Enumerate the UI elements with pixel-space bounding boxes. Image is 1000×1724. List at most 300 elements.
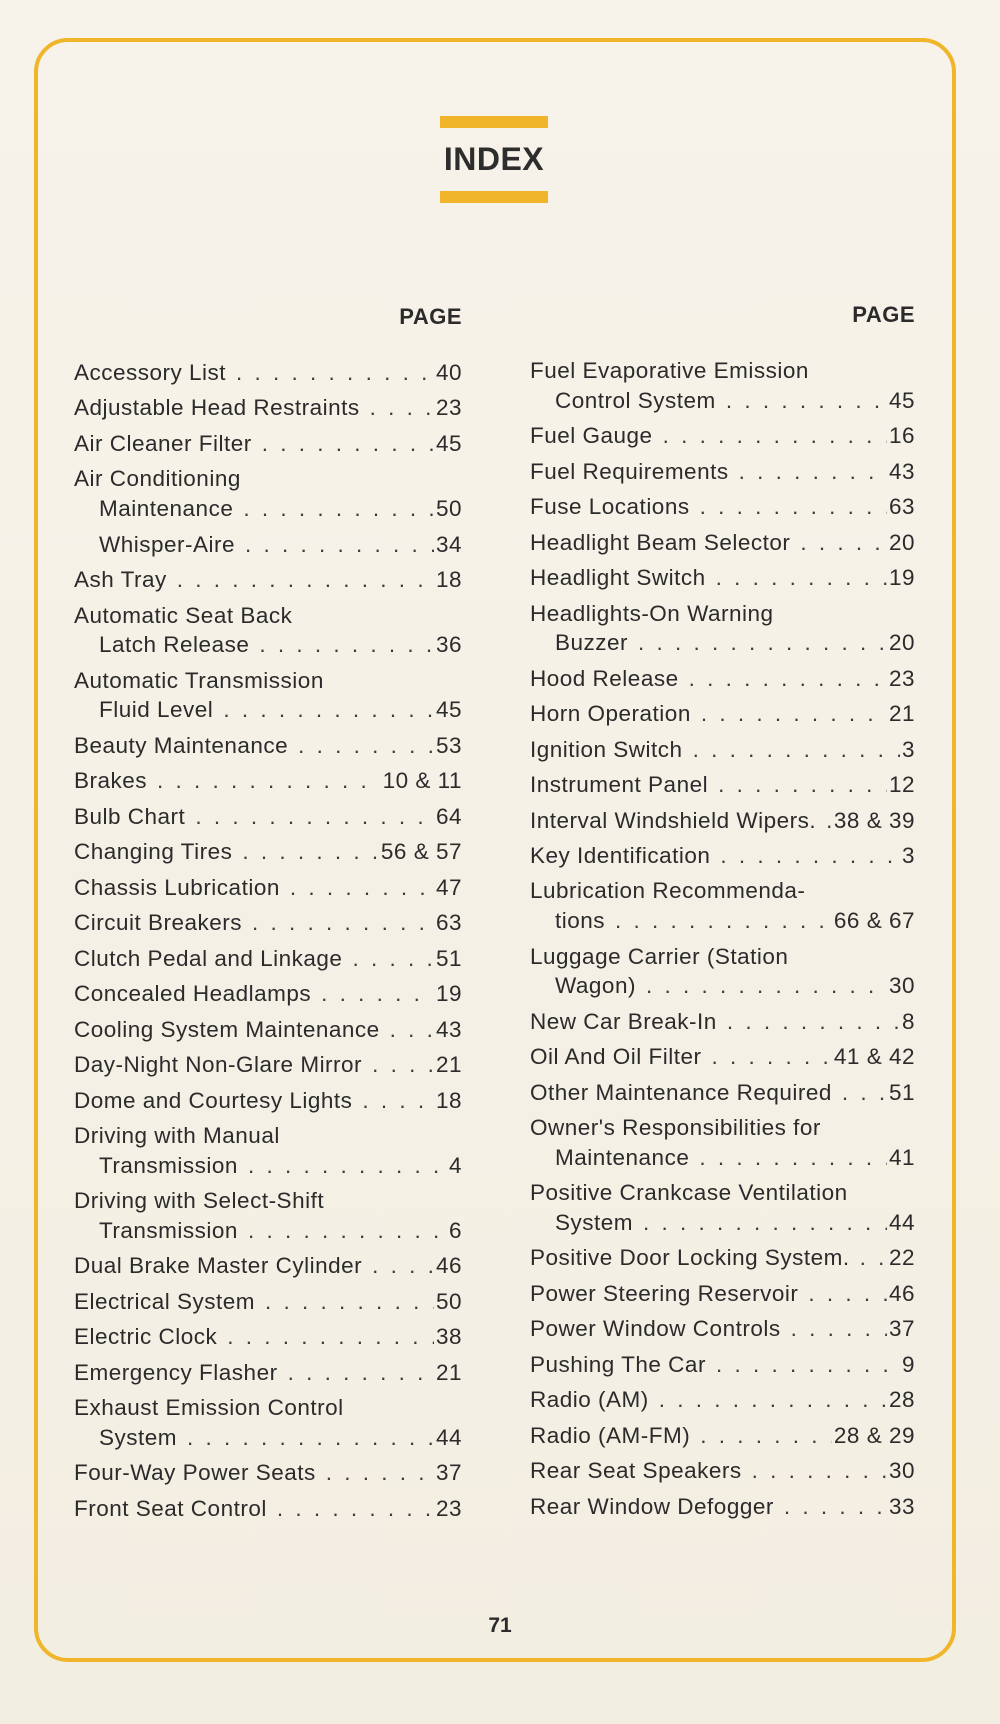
entry-name: Emergency Flasher [74, 1359, 278, 1385]
entry-name: Positive Crankcase Ventilation [530, 1180, 848, 1206]
entry-page-number: 45 [888, 387, 915, 413]
index-entry [530, 1421, 915, 1451]
entry-name: Transmission [99, 1152, 238, 1178]
entry-name: Dual Brake Master Cylinder [74, 1253, 363, 1279]
index-entry-line [74, 1015, 462, 1045]
index-entry-line [74, 979, 462, 1009]
entry-name: Fuel Requirements [530, 458, 729, 484]
index-entry-line [74, 1251, 462, 1281]
dot-leader [321, 979, 434, 1009]
index-entry [530, 1456, 915, 1486]
entry-name: Control System [555, 387, 716, 413]
entry-name: Circuit Breakers [74, 910, 243, 936]
index-entry [74, 1186, 462, 1245]
index-entry-line [74, 1086, 462, 1116]
entry-page-number: 18 [435, 1087, 462, 1113]
index-entry-line [74, 1186, 462, 1216]
entry-list-left [74, 358, 462, 1523]
entry-name: Other Maintenance Required [530, 1079, 832, 1105]
entry-name: Positive Door Locking System. [530, 1245, 850, 1271]
index-entry-line [530, 1350, 915, 1380]
index-entry [530, 1492, 915, 1522]
dot-leader [659, 1385, 887, 1415]
dot-leader [701, 699, 887, 729]
dot-leader [262, 429, 434, 459]
dot-leader [362, 1086, 434, 1116]
entry-page-number: 28 & 29 [833, 1422, 915, 1448]
dot-leader [693, 735, 900, 765]
index-entry [530, 942, 915, 1001]
index-entry [530, 1243, 915, 1273]
dot-leader [800, 528, 887, 558]
entry-page-number: 63 [888, 494, 915, 520]
index-entry-line [74, 802, 462, 832]
entry-page-number: 21 [435, 1052, 462, 1078]
index-entry-line [74, 630, 462, 660]
entry-name: Clutch Pedal and Linkage [74, 945, 343, 971]
index-entry-line [530, 806, 915, 836]
index-entry-line [530, 1279, 915, 1309]
entry-name: Headlights-On Warning [530, 600, 774, 626]
entry-name: Horn Operation [530, 701, 691, 727]
entry-name: Concealed Headlamps [74, 981, 312, 1007]
index-entry [74, 601, 462, 660]
entry-page-number: 53 [435, 732, 462, 758]
entry-name: Ash Tray [74, 567, 167, 593]
dot-leader [326, 1458, 434, 1488]
dot-leader [718, 770, 887, 800]
entry-name: Beauty Maintenance [74, 732, 289, 758]
entry-name: Radio (AM) [530, 1387, 649, 1413]
entry-name: Buzzer [555, 630, 629, 656]
index-entry-line [530, 457, 915, 487]
entry-page-number: 21 [435, 1359, 462, 1385]
entry-name: System [555, 1209, 634, 1235]
entry-name: System [99, 1424, 178, 1450]
index-entry-line [74, 1322, 462, 1352]
entry-name: Electrical System [74, 1288, 256, 1314]
entry-page-number: 38 [435, 1324, 462, 1350]
entry-page-number: 47 [435, 874, 462, 900]
entry-name: Key Identification [530, 843, 711, 868]
entry-page-number: 12 [888, 772, 915, 798]
page-title: INDEX [443, 141, 545, 177]
index-entry-line [530, 1078, 915, 1108]
index-entry [530, 1007, 915, 1037]
entry-name: Automatic Transmission [74, 667, 324, 693]
index-entry-line [530, 699, 915, 729]
entry-page-number: 3 [901, 736, 915, 762]
entry-name: Accessory List [74, 360, 227, 385]
index-entry [74, 802, 462, 832]
dot-leader [842, 1078, 887, 1108]
entry-name: Maintenance [99, 496, 234, 522]
dot-leader [826, 806, 832, 836]
index-entry-line [530, 841, 915, 871]
index-entry-line [74, 944, 462, 974]
entry-name: Maintenance [555, 1144, 690, 1170]
entry-page-number: 43 [435, 1016, 462, 1042]
index-entry-line [530, 735, 915, 765]
dot-leader [195, 802, 434, 832]
index-entry-line [74, 766, 462, 796]
dot-leader [726, 386, 887, 416]
entry-page-number: 23 [888, 665, 915, 691]
index-entry-line [74, 731, 462, 761]
entry-page-number: 10 & 11 [382, 768, 462, 794]
dot-leader [227, 1322, 434, 1352]
dot-leader [615, 906, 832, 936]
index-entry [74, 1086, 462, 1116]
index-entry [74, 1322, 462, 1352]
index-entry [530, 806, 915, 836]
entry-page-number: 21 [888, 701, 915, 727]
dot-leader [643, 1208, 887, 1238]
index-entry-line [74, 1050, 462, 1080]
dot-leader [187, 1423, 434, 1453]
dot-leader [712, 1042, 832, 1072]
title-top-bar [440, 116, 548, 128]
entry-name: Radio (AM-FM) [530, 1422, 691, 1448]
index-entry [530, 876, 915, 935]
index-column-left [74, 300, 462, 1529]
entry-name: Pushing The Car [530, 1351, 706, 1377]
index-entry [530, 1113, 915, 1172]
index-entry [530, 1279, 915, 1309]
index-entry-line [530, 876, 915, 906]
dot-leader [236, 358, 434, 388]
index-entry-line [530, 1208, 915, 1238]
entry-page-number: 51 [888, 1079, 915, 1105]
column-header-page: PAGE [399, 304, 462, 329]
entry-page-number: 19 [435, 981, 462, 1007]
index-entry [74, 1358, 462, 1388]
entry-page-number: 18 [435, 567, 462, 593]
index-entry [530, 1350, 915, 1380]
index-entry [530, 563, 915, 593]
entry-page-number: 33 [888, 1493, 915, 1519]
entry-page-number: 37 [435, 1460, 462, 1486]
entry-page-number: 66 & 67 [833, 908, 915, 934]
index-entry [74, 1287, 462, 1317]
dot-leader [700, 492, 887, 522]
dot-leader [646, 971, 887, 1001]
dot-leader [727, 1007, 900, 1037]
dot-leader [739, 457, 887, 487]
index-entry-line [530, 770, 915, 800]
index-entry-line [530, 1492, 915, 1522]
index-entry-line [530, 906, 915, 936]
index-entry-line [530, 421, 915, 451]
entry-page-number: 56 & 57 [380, 839, 462, 865]
index-entry-line [530, 1243, 915, 1273]
dot-leader [298, 731, 434, 761]
entry-name: Power Window Controls [530, 1316, 781, 1342]
entry-page-number: 34 [435, 531, 462, 557]
index-entry-line [74, 1151, 462, 1181]
entry-name: Cooling System Maintenance [74, 1016, 380, 1042]
index-entry-line [74, 464, 462, 494]
dot-leader [689, 664, 887, 694]
index-entry [530, 599, 915, 658]
dot-leader [716, 1350, 900, 1380]
dot-leader [248, 1151, 447, 1181]
index-entry [530, 1178, 915, 1237]
dot-leader [791, 1314, 887, 1344]
entry-name: Interval Windshield Wipers. [530, 807, 817, 833]
entry-page-number: 50 [435, 496, 462, 522]
entry-name: Power Steering Reservoir [530, 1280, 799, 1306]
entry-name: Four-Way Power Seats [74, 1460, 316, 1486]
entry-page-number: 8 [901, 1008, 915, 1034]
entry-name: Driving with Manual [74, 1122, 280, 1148]
index-entry [530, 770, 915, 800]
dot-leader [390, 1015, 434, 1045]
entry-page-number: 23 [435, 1495, 462, 1521]
index-entry-line [74, 695, 462, 725]
entry-name: Day-Night Non-Glare Mirror [74, 1052, 363, 1078]
dot-leader [288, 1358, 434, 1388]
entry-page-number: 51 [435, 945, 462, 971]
index-entry-line [530, 1178, 915, 1208]
index-entry [530, 528, 915, 558]
index-entry-line [530, 1007, 915, 1037]
entry-name: Oil And Oil Filter [530, 1044, 702, 1070]
entry-name: Owner's Responsibilities for [530, 1115, 821, 1141]
index-entry-line [74, 1494, 462, 1524]
index-entry-line [74, 1393, 462, 1423]
index-entry-line [530, 1385, 915, 1415]
entry-name: Rear Seat Speakers [530, 1458, 742, 1484]
dot-leader [157, 766, 381, 796]
index-entry [530, 492, 915, 522]
entry-page-number: 41 & 42 [833, 1044, 915, 1070]
entry-page-number: 37 [888, 1316, 915, 1342]
index-entry [74, 908, 462, 938]
index-column-right [530, 300, 915, 1527]
entry-page-number: 28 [888, 1387, 915, 1413]
dot-leader [372, 1251, 434, 1281]
entry-page-number: 30 [888, 973, 915, 999]
index-entry-line [74, 429, 462, 459]
entry-page-number: 44 [435, 1424, 462, 1450]
entry-name: Adjustable Head Restraints [74, 395, 360, 421]
entry-page-number: 22 [888, 1245, 915, 1271]
index-entry [74, 429, 462, 459]
dot-leader [259, 630, 434, 660]
entry-page-number: 20 [888, 630, 915, 656]
index-entry-line [530, 1314, 915, 1344]
index-entry [530, 841, 915, 871]
index-entry-line [530, 528, 915, 558]
entry-page-number: 4 [448, 1152, 462, 1178]
column-header-page: PAGE [852, 302, 915, 327]
index-entry-line [530, 1143, 915, 1173]
entry-page-number: 20 [888, 529, 915, 555]
dot-leader [860, 1243, 887, 1273]
entry-name: Headlight Beam Selector [530, 529, 791, 555]
entry-page-number: 41 [888, 1144, 915, 1170]
index-entry [530, 1042, 915, 1072]
entry-name: Bulb Chart [74, 803, 186, 829]
dot-leader [720, 841, 900, 871]
dot-leader [290, 873, 434, 903]
index-entry-line [530, 942, 915, 972]
index-entry-line [74, 601, 462, 631]
entry-page-number: 3 [901, 843, 915, 868]
entry-page-number: 30 [888, 1458, 915, 1484]
index-entry-line [74, 393, 462, 423]
index-entry-line [530, 664, 915, 694]
index-entry [74, 1015, 462, 1045]
dot-leader [265, 1287, 434, 1317]
index-entry [74, 1121, 462, 1180]
entry-name: Lubrication Recommenda- [530, 878, 806, 904]
entry-page-number: 64 [435, 803, 462, 829]
index-entry [74, 393, 462, 423]
entry-name: Fuse Locations [530, 494, 690, 520]
index-entry [74, 979, 462, 1009]
entry-name: tions [555, 908, 606, 934]
entry-name: Air Conditioning [74, 466, 241, 492]
entry-page-number: 46 [888, 1280, 915, 1306]
index-entry-line [74, 837, 462, 867]
dot-leader [245, 530, 434, 560]
index-entry [74, 1050, 462, 1080]
entry-name: Electric Clock [74, 1324, 218, 1350]
index-entry [74, 565, 462, 595]
index-entry-line [530, 599, 915, 629]
entry-page-number: 36 [435, 632, 462, 658]
index-entry [74, 766, 462, 796]
entry-name: Luggage Carrier (Station [530, 943, 789, 969]
dot-leader [808, 1279, 887, 1309]
index-entry [74, 1393, 462, 1452]
index-entry [74, 873, 462, 903]
index-entry-line [530, 492, 915, 522]
entry-page-number: 44 [888, 1209, 915, 1235]
entry-name: Driving with Select-Shift [74, 1188, 325, 1214]
index-entry [530, 356, 915, 415]
index-entry-line [74, 1216, 462, 1246]
index-entry-line [530, 971, 915, 1001]
entry-page-number: 40 [435, 360, 462, 385]
index-entry-line [74, 494, 462, 524]
entry-name: Headlight Switch [530, 565, 706, 591]
entry-name: Dome and Courtesy Lights [74, 1087, 353, 1113]
entry-name: Transmission [99, 1217, 238, 1243]
entry-page-number: 46 [435, 1253, 462, 1279]
page-number: 71 [488, 1614, 512, 1637]
index-entry [74, 358, 462, 388]
entry-name: Whisper-Aire [99, 531, 236, 557]
index-entry-line [74, 666, 462, 696]
title-block [440, 116, 548, 203]
index-entry [74, 837, 462, 867]
entry-page-number: 9 [901, 1351, 915, 1377]
entry-name: Automatic Seat Back [74, 602, 293, 628]
dot-leader [699, 1143, 887, 1173]
index-entry [74, 464, 462, 523]
index-entry-line [74, 530, 462, 560]
dot-leader [223, 695, 434, 725]
entry-page-number: 6 [448, 1217, 462, 1243]
entry-name: Wagon) [555, 973, 636, 999]
index-entry [530, 1385, 915, 1415]
entry-name: Front Seat Control [74, 1495, 267, 1521]
entry-list-right [530, 356, 915, 1521]
index-entry-line [74, 358, 462, 388]
dot-leader [372, 1050, 434, 1080]
dot-leader [243, 494, 434, 524]
index-entry-line [530, 1456, 915, 1486]
index-entry-line [530, 1421, 915, 1451]
index-entry [74, 944, 462, 974]
title-bottom-bar [440, 191, 548, 203]
index-entry [74, 1458, 462, 1488]
index-entry-line [530, 1113, 915, 1143]
dot-leader [663, 421, 887, 451]
dot-leader [248, 1216, 447, 1246]
index-entry [530, 664, 915, 694]
index-entry-line [74, 908, 462, 938]
index-entry-line [530, 628, 915, 658]
index-entry [530, 1078, 915, 1108]
index-entry-line [530, 1042, 915, 1072]
index-entry-line [530, 563, 915, 593]
index-entry-line [74, 873, 462, 903]
index-entry-line [74, 1423, 462, 1453]
dot-leader [638, 628, 887, 658]
dot-leader [784, 1492, 887, 1522]
dot-leader [752, 1456, 887, 1486]
entry-name: Changing Tires [74, 839, 233, 865]
entry-page-number: 45 [435, 697, 462, 723]
index-entry [74, 530, 462, 560]
entry-name: Exhaust Emission Control [74, 1395, 344, 1421]
entry-name: Latch Release [99, 632, 250, 658]
entry-name: Fuel Evaporative Emission [530, 358, 809, 383]
entry-name: Brakes [74, 768, 148, 794]
index-entry-line [530, 386, 915, 416]
entry-page-number: 38 & 39 [833, 807, 915, 833]
dot-leader [277, 1494, 434, 1524]
index-entry [74, 731, 462, 761]
entry-name: New Car Break-In [530, 1008, 717, 1034]
entry-name: Instrument Panel [530, 772, 709, 798]
entry-page-number: 43 [888, 458, 915, 484]
entry-name: Ignition Switch [530, 736, 683, 762]
index-entry [530, 1314, 915, 1344]
index-entry-line [74, 1358, 462, 1388]
dot-leader [177, 565, 434, 595]
index-entry-line [74, 1458, 462, 1488]
dot-leader [242, 837, 379, 867]
entry-page-number: 23 [435, 395, 462, 421]
index-entry [530, 457, 915, 487]
entry-page-number: 45 [435, 430, 462, 456]
dot-leader [716, 563, 887, 593]
entry-name: Rear Window Defogger [530, 1493, 774, 1519]
entry-name: Chassis Lubrication [74, 874, 280, 900]
entry-name: Fuel Gauge [530, 423, 653, 449]
dot-leader [252, 908, 434, 938]
index-entry [530, 421, 915, 451]
dot-leader [700, 1421, 832, 1451]
entry-page-number: 19 [888, 565, 915, 591]
index-entry-line [74, 1287, 462, 1317]
entry-name: Air Cleaner Filter [74, 430, 252, 456]
